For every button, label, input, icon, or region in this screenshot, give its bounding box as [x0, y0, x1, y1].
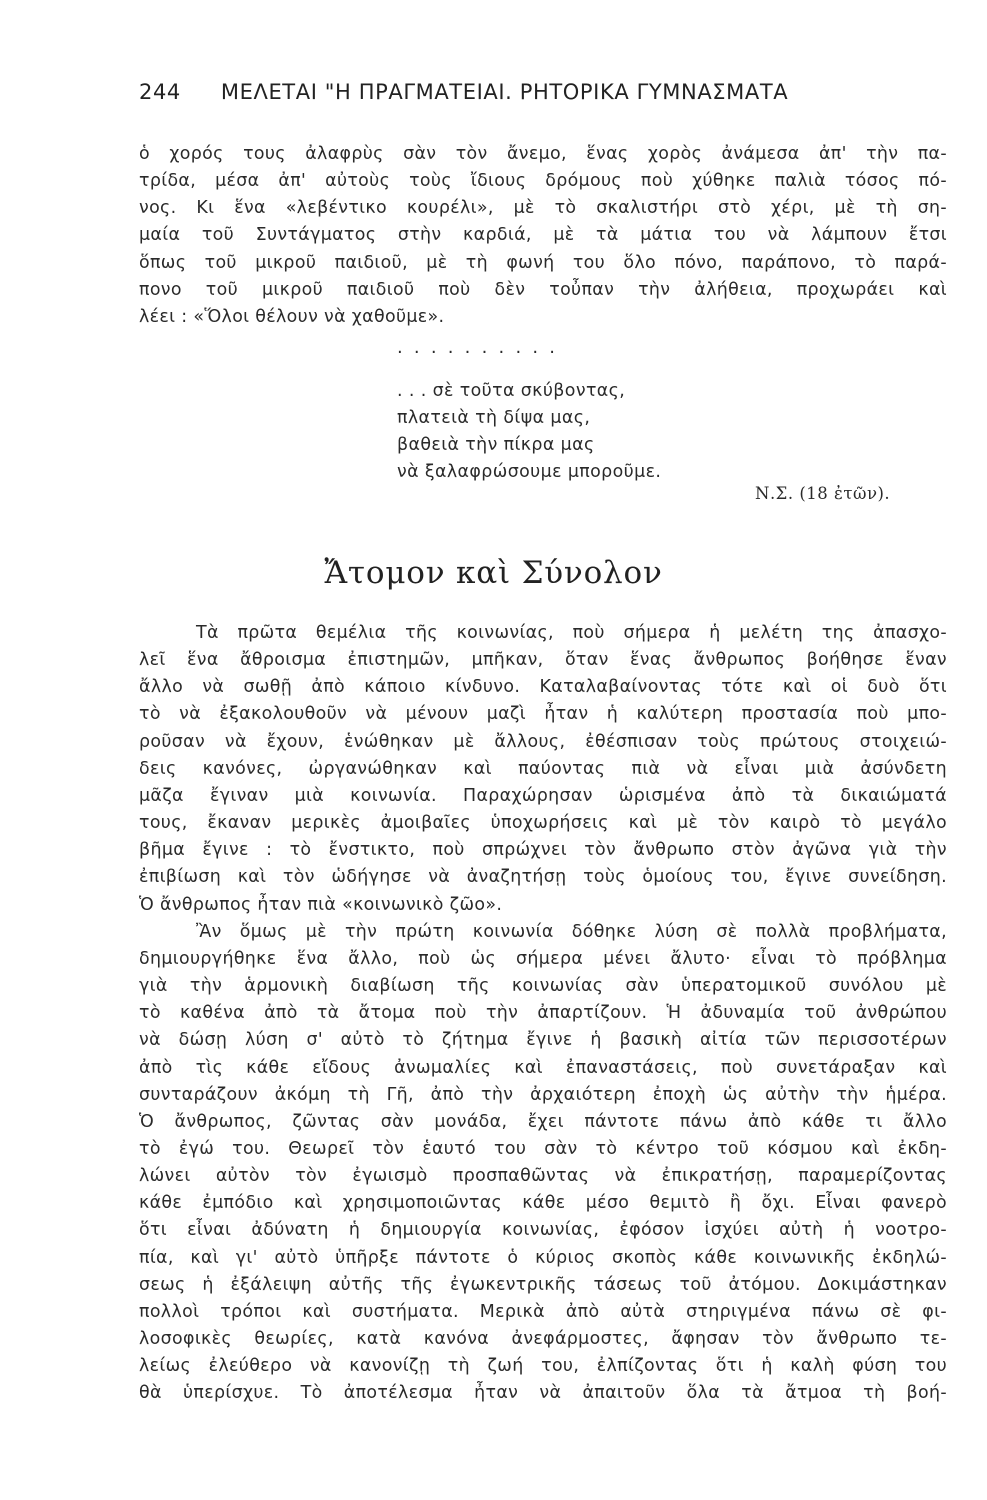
text-line: τὸ ἐγώ του. Θεωρεῖ τὸν ἑαυτό του σὰν τὸ κέντρο τοῦ κόσμου καὶ ἐκδη- — [139, 1138, 947, 1159]
poem-line: πλατειὰ τὴ δίψα μας, — [397, 408, 591, 429]
text-line: δεις κανόνες, ὠργανώθηκαν καὶ παύοντας πιὰ νὰ εἶναι μιὰ ἀσύνδετη — [139, 758, 947, 779]
ellipsis-dots: .......... — [397, 337, 567, 358]
text-line: μαία τοῦ Συντάγματος στὴν καρδιά, μὲ τὰ μάτια του νὰ λάμπουν ἔτσι — [139, 225, 947, 246]
text-line: λέει : «Ὅλοι θέλουν νὰ χαθοῦμε». — [139, 306, 445, 327]
text-line: Τὰ πρῶτα θεμέλια τῆς κοινωνίας, ποὺ σήμερα ἡ μελέτη της ἀπασχο- — [196, 623, 947, 643]
text-line: ἄλλο νὰ σωθῇ ἀπὸ κάποιο κίνδυνο. Καταλαβαίνοντας τότε καὶ οἱ δυὸ ὅτι — [139, 677, 947, 698]
text-line: νὰ δώσῃ λύση σ' αὐτὸ τὸ ζήτημα ἔγινε ἡ βασικὴ αἰτία τῶν περισσοτέρων — [139, 1030, 947, 1051]
running-head-title: ΜΕΛΕΤΑΙ "Η ΠΡΑΓΜΑΤΕΙΑΙ. ΡΗΤΟΡΙΚΑ ΓΥΜΝΑΣΜΑΤΑ — [220, 80, 789, 104]
text-line: ἐπιβίωση καὶ τὸν ὡδήγησε νὰ ἀναζητήσῃ τοὺς ὁμοίους του, ἔγινε συνείδηση. — [139, 867, 947, 888]
intro-paragraph — [139, 141, 947, 331]
running-head — [139, 80, 859, 104]
text-line: Ὁ ἄνθρωπος ἦταν πιὰ «κοινωνικὸ ζῶο». — [139, 894, 503, 915]
text-line: πολλοὶ τρόποι καὶ συστήματα. Μερικὰ ἀπὸ αὐτὰ στηριγμένα πάνω σὲ φι- — [139, 1301, 947, 1322]
text-line: πονο τοῦ μικροῦ παιδιοῦ ποὺ δὲν τοὖπαν τὴν ἀλήθεια, προχωράει καὶ — [139, 279, 947, 300]
text-line: κάθε ἐμπόδιο καὶ χρησιμοποιῶντας κάθε μέσο θεμιτὸ ἢ ὄχι. Εἶναι φανερὸ — [139, 1193, 947, 1214]
text-line: συνταράζουν ἀκόμη τὴ Γῆ, ἀπὸ τὴν ἀρχαιότερη ἐποχὴ ὡς αὐτὴν τὴν ἡμέρα. — [139, 1084, 947, 1105]
text-line: ὅτι εἶναι ἀδύνατη ἡ δημιουργία κοινωνίας, ἐφόσον ἰσχύει αὐτὴ ἡ νοοτρο- — [139, 1220, 947, 1241]
poem-line: . . . σὲ τοῦτα σκύβοντας, — [397, 381, 626, 401]
text-line: Ὁ ἄνθρωπος, ζῶντας σὰν μονάδα, ἔχει πάντοτε πάνω ἀπὸ κάθε τι ἄλλο — [139, 1111, 947, 1132]
text-line: ροῦσαν νὰ ἔχουν, ἑνώθηκαν μὲ ἄλλους, ἐθέσπισαν τοὺς πρώτους στοιχειώ- — [139, 731, 947, 752]
text-line: δημιουργήθηκε ἕνα ἄλλο, ποὺ ὡς σήμερα μένει ἄλυτο· εἶναι τὸ πρόβλημα — [139, 948, 947, 969]
text-line: μᾶζα ἔγιναν μιὰ κοινωνία. Παραχώρησαν ὡρισμένα ἀπὸ τὰ δικαιώματά — [139, 785, 947, 806]
poem-line: νὰ ξαλαφρώσουμε μποροῦμε. — [397, 462, 662, 483]
text-line: λεῖ ἕνα ἄθροισμα ἐπιστημῶν, μπῆκαν, ὅταν ἕνας ἄνθρωπος βοήθησε ἕναν — [139, 650, 947, 671]
text-line: ἀπὸ τὶς κάθε εἴδους ἀνωμαλίες καὶ ἐπαναστάσεις, ποὺ συνετάραξαν καὶ — [139, 1057, 947, 1078]
page-number: 244 — [139, 80, 181, 104]
text-line: λείως ἐλεύθερο νὰ κανονίζῃ τὴ ζωή του, ἐλπίζοντας ὅτι ἡ καλὴ φύση του — [139, 1356, 947, 1377]
text-line: τὸ νὰ ἐξακολουθοῦν νὰ μένουν μαζὶ ἦταν ἡ καλύτερη προστασία ποὺ μπο- — [139, 704, 947, 725]
text-line: γιὰ τὴν ἁρμονικὴ διαβίωση τῆς κοινωνίας σὰν ὑπερατομικοῦ συνόλου μὲ — [139, 976, 947, 997]
text-line: θὰ ὑπερίσχυε. Τὸ ἀποτέλεσμα ἦταν νὰ ἀπαιτοῦν ὅλα τὰ ἄτμοα τὴ βοή- — [139, 1383, 947, 1404]
poem-excerpt — [397, 378, 817, 486]
text-line: Ἂν ὅμως μὲ τὴν πρώτη κοινωνία δόθηκε λύση σὲ πολλὰ προβλήματα, — [196, 921, 947, 942]
essay-body — [139, 620, 947, 1408]
text-line: λώνει αὐτὸν τὸν ἐγωισμὸ προσπαθῶντας νὰ ἐπικρατήσῃ, παραμερίζοντας — [139, 1166, 947, 1187]
text-line: βῆμα ἔγινε : τὸ ἔνστικτο, ποὺ σπρώχνει τὸν ἄνθρωπο στὸν ἀγῶνα γιὰ τὴν — [139, 840, 947, 861]
text-line: τους, ἔκαναν μερικὲς ἀμοιβαῖες ὑποχωρήσεις καὶ μὲ τὸν καιρὸ τὸ μεγάλο — [139, 813, 947, 834]
text-line: ὅπως τοῦ μικροῦ παιδιοῦ, μὲ τὴ φωνή του ὅλο πόνο, παράπονο, τὸ παρά- — [139, 252, 947, 273]
poem-line: βαθειὰ τὴν πίκρα μας — [397, 435, 595, 456]
text-line: ὁ χορός τους ἀλαφρὺς σὰν τὸν ἄνεμο, ἕνας χορὸς ἀνάμεσα ἀπ' τὴν πα- — [139, 144, 947, 164]
text-line: τρίδα, μέσα ἀπ' αὐτοὺς τοὺς ἴδιους δρόμους ποὺ χύθηκε παλιὰ τόσος πό- — [139, 171, 947, 192]
section-title: Ἄτομον καὶ Σύνολον — [324, 555, 663, 591]
text-line: σεως ἡ ἐξάλειψη αὐτῆς τῆς ἐγωκεντρικῆς τάσεως τοῦ ἀτόμου. Δοκιμάστηκαν — [139, 1274, 947, 1295]
author-signature: Ν.Σ. (18 ἐτῶν). — [755, 484, 891, 503]
text-line: νος. Κι ἕνα «λεβέντικο κουρέλι», μὲ τὸ σκαλιστήρι στὸ χέρι, μὲ τὴ ση- — [139, 198, 947, 219]
text-line: λοσοφικὲς θεωρίες, κατὰ κανόνα ἀνεφάρμοστες, ἄφησαν τὸν ἄνθρωπο τε- — [139, 1329, 947, 1350]
text-line: πία, καὶ γι' αὐτὸ ὑπῆρξε πάντοτε ὁ κύριος σκοπὸς κάθε κοινωνικῆς ἐκδηλώ- — [139, 1247, 947, 1268]
text-line: τὸ καθένα ἀπὸ τὰ ἄτομα ποὺ τὴν ἀπαρτίζουν. Ἡ ἀδυναμία τοῦ ἀνθρώπου — [139, 1003, 947, 1024]
